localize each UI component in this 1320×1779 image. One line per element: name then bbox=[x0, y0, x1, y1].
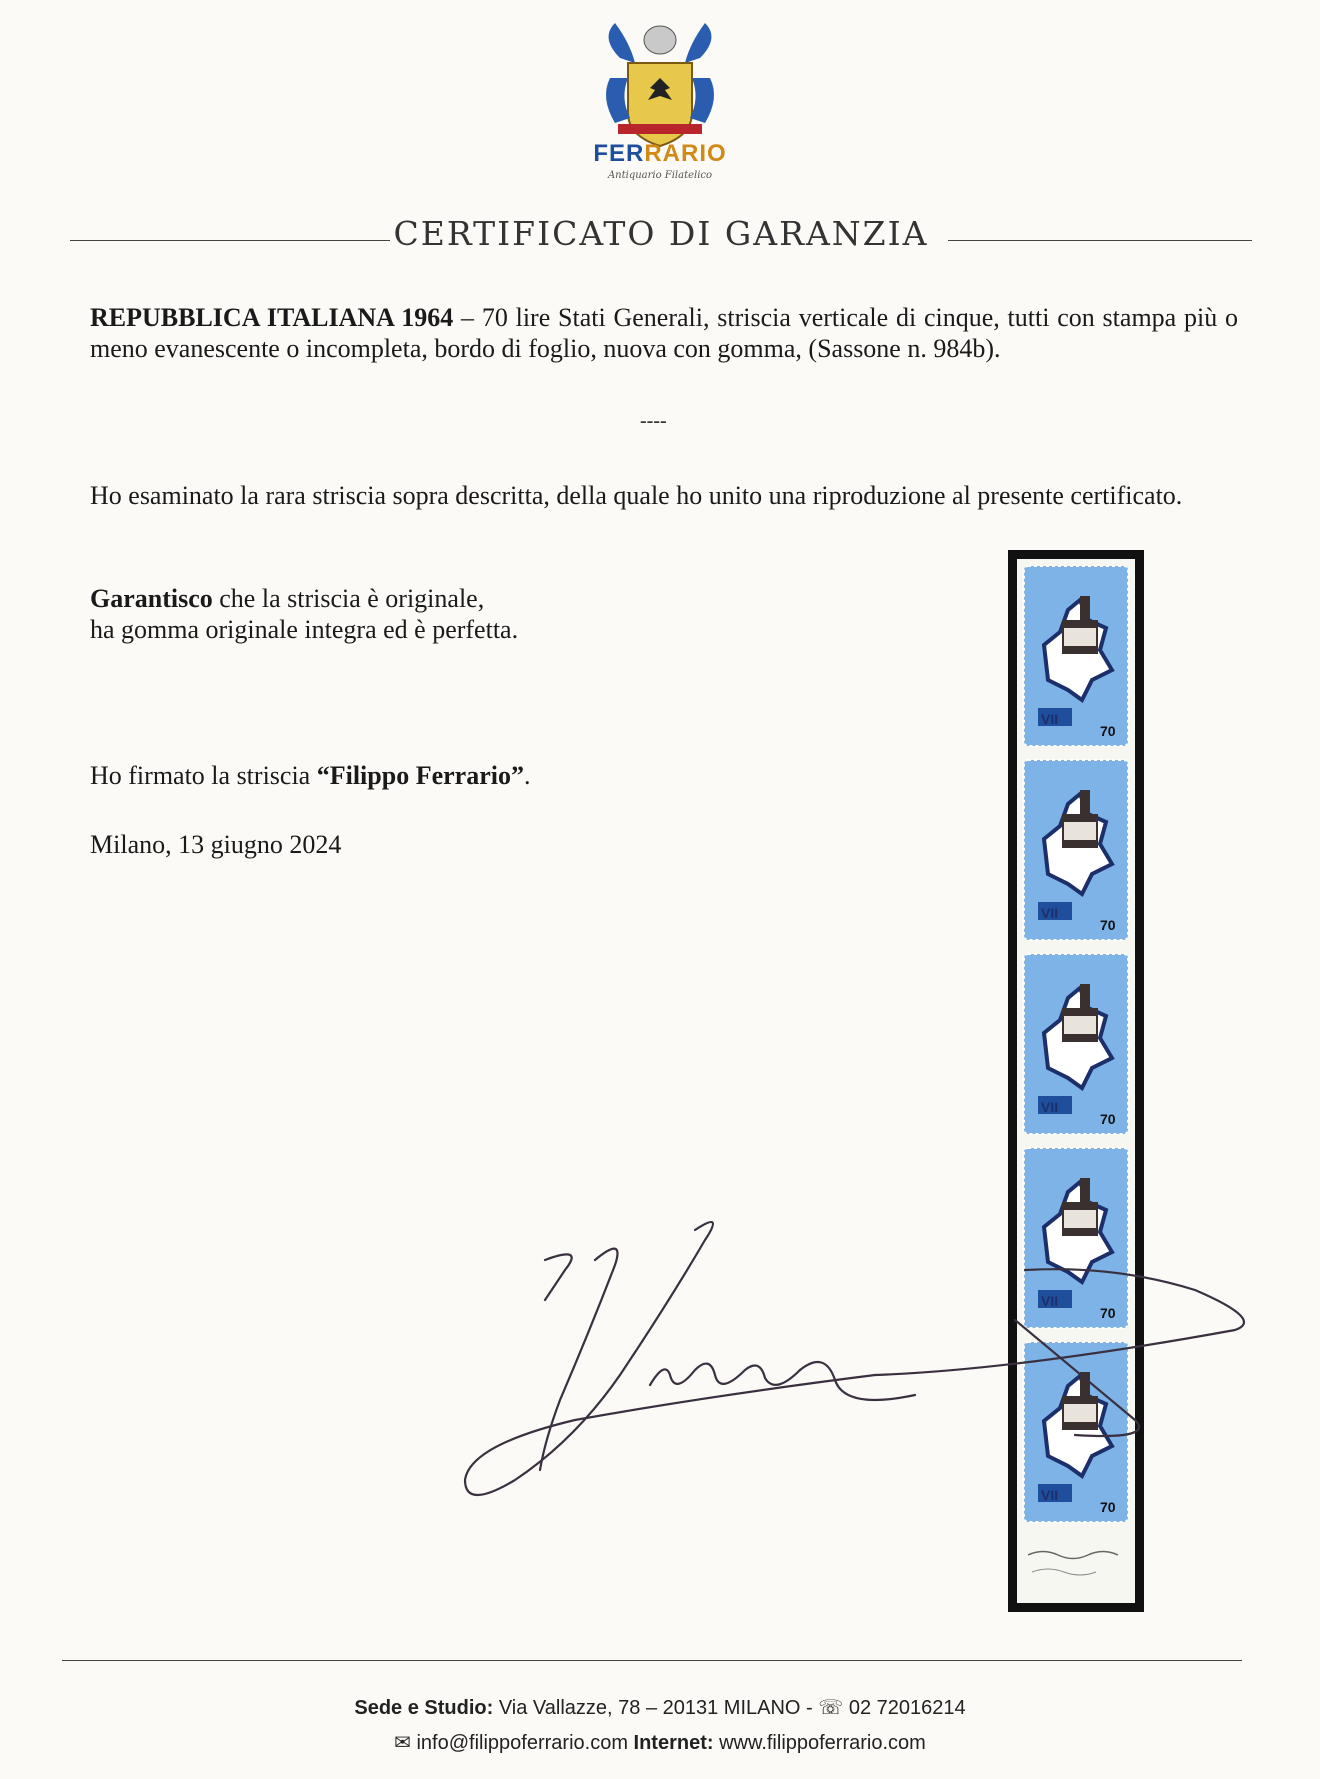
svg-text:70: 70 bbox=[1100, 723, 1116, 739]
mail-icon: ✉ bbox=[394, 1732, 411, 1754]
footer-address: Via Vallazze, 78 – 20131 MILANO - bbox=[493, 1697, 819, 1719]
title-rule-right bbox=[948, 240, 1252, 241]
brand-name-part1: FER bbox=[593, 140, 645, 167]
description-text: – 70 lire Stati Generali, striscia verticale di cinque, tutti con stampa più o meno evanescente o incompleta, bordo di foglio, nuova con gomma, (Sassone n. 984b). bbox=[90, 303, 1238, 363]
handwritten-signature bbox=[455, 1210, 1245, 1500]
certificate-title: CERTIFICATO DI GARANZIA bbox=[393, 214, 929, 253]
footer-website[interactable]: www.filippoferrario.com bbox=[713, 1732, 926, 1754]
footer-label-office: Sede e Studio: bbox=[354, 1697, 494, 1719]
footer-contact-line bbox=[0, 1730, 1320, 1755]
description-heading: REPUBBLICA ITALIANA 1964 bbox=[90, 303, 454, 332]
signed-prefix: Ho firmato la striscia bbox=[90, 761, 317, 790]
stamp-description bbox=[90, 302, 1238, 364]
examination-statement: Ho esaminato la rara striscia sopra descritta, della quale ho unito una riproduzione al presente certificato. bbox=[90, 481, 1183, 510]
phone-icon: ☏ bbox=[818, 1697, 844, 1719]
footer-phone: 02 72016214 bbox=[843, 1697, 966, 1719]
guarantee-line1: che la striscia è originale, bbox=[212, 584, 485, 613]
footer-email[interactable]: info@filippoferrario.com bbox=[410, 1732, 634, 1754]
footer-address-line bbox=[0, 1695, 1320, 1720]
svg-text:VII: VII bbox=[1041, 711, 1059, 727]
footer-label-internet: Internet: bbox=[633, 1732, 714, 1754]
separator: ---- bbox=[640, 410, 667, 432]
signer-name: “Filippo Ferrario” bbox=[316, 761, 524, 790]
footer-rule bbox=[62, 1660, 1242, 1661]
signed-suffix: . bbox=[523, 761, 531, 790]
place-date: Milano, 13 giugno 2024 bbox=[90, 830, 342, 859]
brand-name-part2: RARIO bbox=[644, 140, 727, 167]
brand-name bbox=[560, 140, 760, 168]
guarantee-line2: ha gomma originale integra ed è perfetta. bbox=[90, 615, 519, 644]
brand-subtitle: Antiquario Filatelico bbox=[607, 170, 713, 181]
guarantee-bold: Garantisco bbox=[90, 584, 213, 613]
title-row bbox=[70, 210, 1252, 253]
